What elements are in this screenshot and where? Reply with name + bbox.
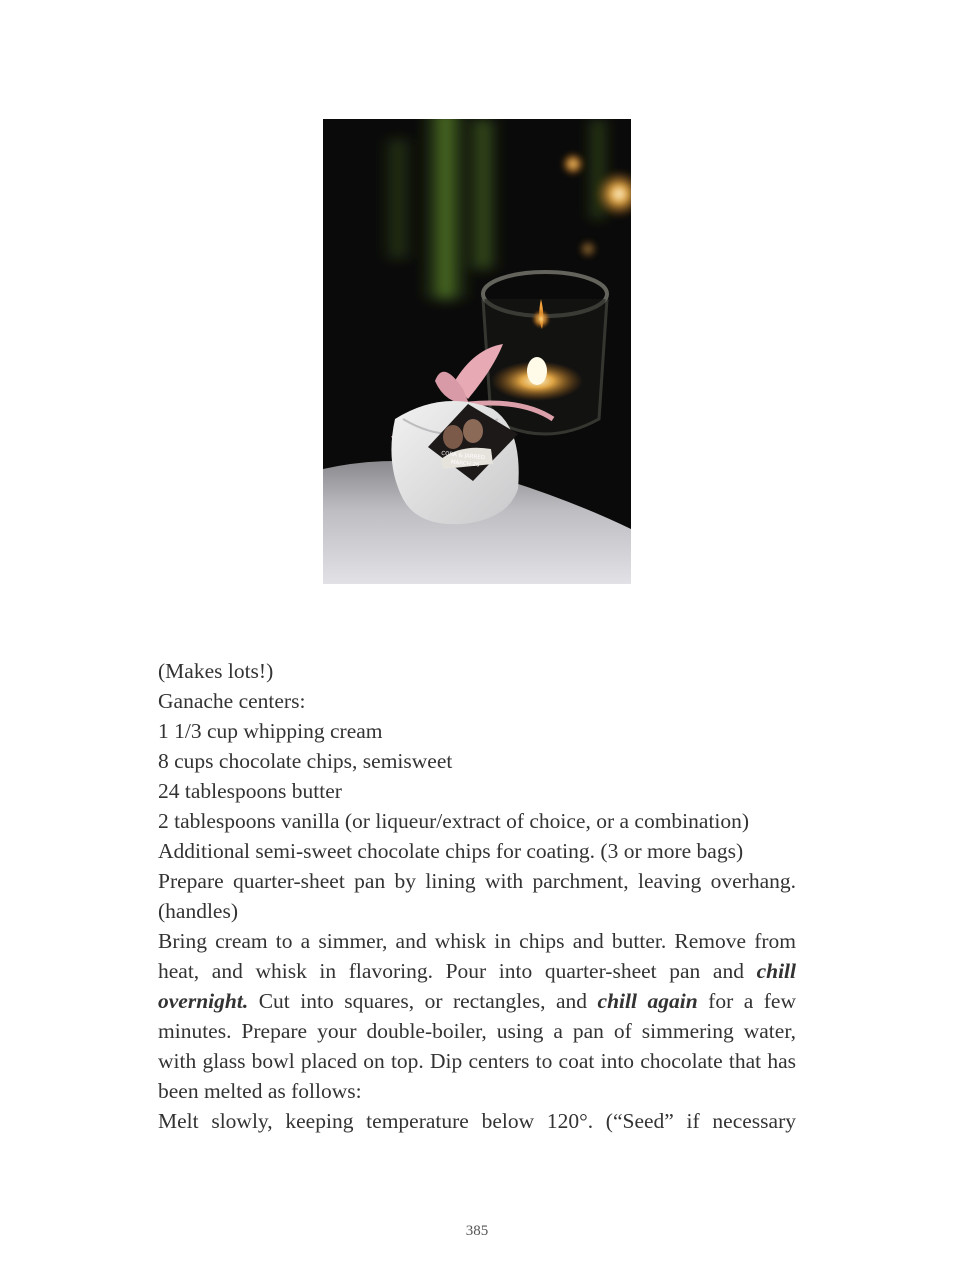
emphasis-chill-again: chill again: [597, 989, 698, 1013]
recipe-text: [158, 656, 796, 1136]
method-text: Bring cream to a simmer, and whisk in chips and butter. Remove from heat, and whisk in flavoring. Pour into quarter-sheet pan and: [158, 929, 796, 983]
section-heading: Ganache centers:: [158, 689, 306, 713]
ingredient-item: 2 tablespoons vanilla (or liqueur/extract of choice, or a combination): [158, 809, 750, 833]
ingredient-item: 1 1/3 cup whipping cream: [158, 719, 383, 743]
tag-date: MARCH 26: [450, 459, 480, 469]
method-paragraph: [158, 926, 796, 1106]
method-text: for a few minutes. Prepare your double-boiler, using a pan of simmering water, with glass bowl placed on top. Dip centers to coat into chocolate that has been melted as follows:: [158, 989, 796, 1103]
tag-names: CORA & JARRED: [440, 450, 486, 462]
prep-step: Prepare quarter-sheet pan by lining with parchment, leaving overhang. (handles): [158, 869, 796, 923]
ingredient-item: 24 tablespoons butter: [158, 779, 342, 803]
ingredient-item: Additional semi-sweet chocolate chips for coating. (3 or more bags): [158, 839, 744, 863]
recipe-yield: (Makes lots!): [158, 659, 274, 683]
emphasis-chill-overnight: chill overnight.: [158, 959, 796, 1013]
method-text: Cut into squares, or rectangles, and: [248, 989, 598, 1013]
ingredient-item: 8 cups chocolate chips, semisweet: [158, 749, 453, 773]
page-number: 385: [465, 1223, 489, 1239]
favor-box-photo: [323, 119, 631, 584]
melt-instruction: Melt slowly, keeping temperature below 120°. (“Seed” if necessary: [158, 1109, 796, 1133]
